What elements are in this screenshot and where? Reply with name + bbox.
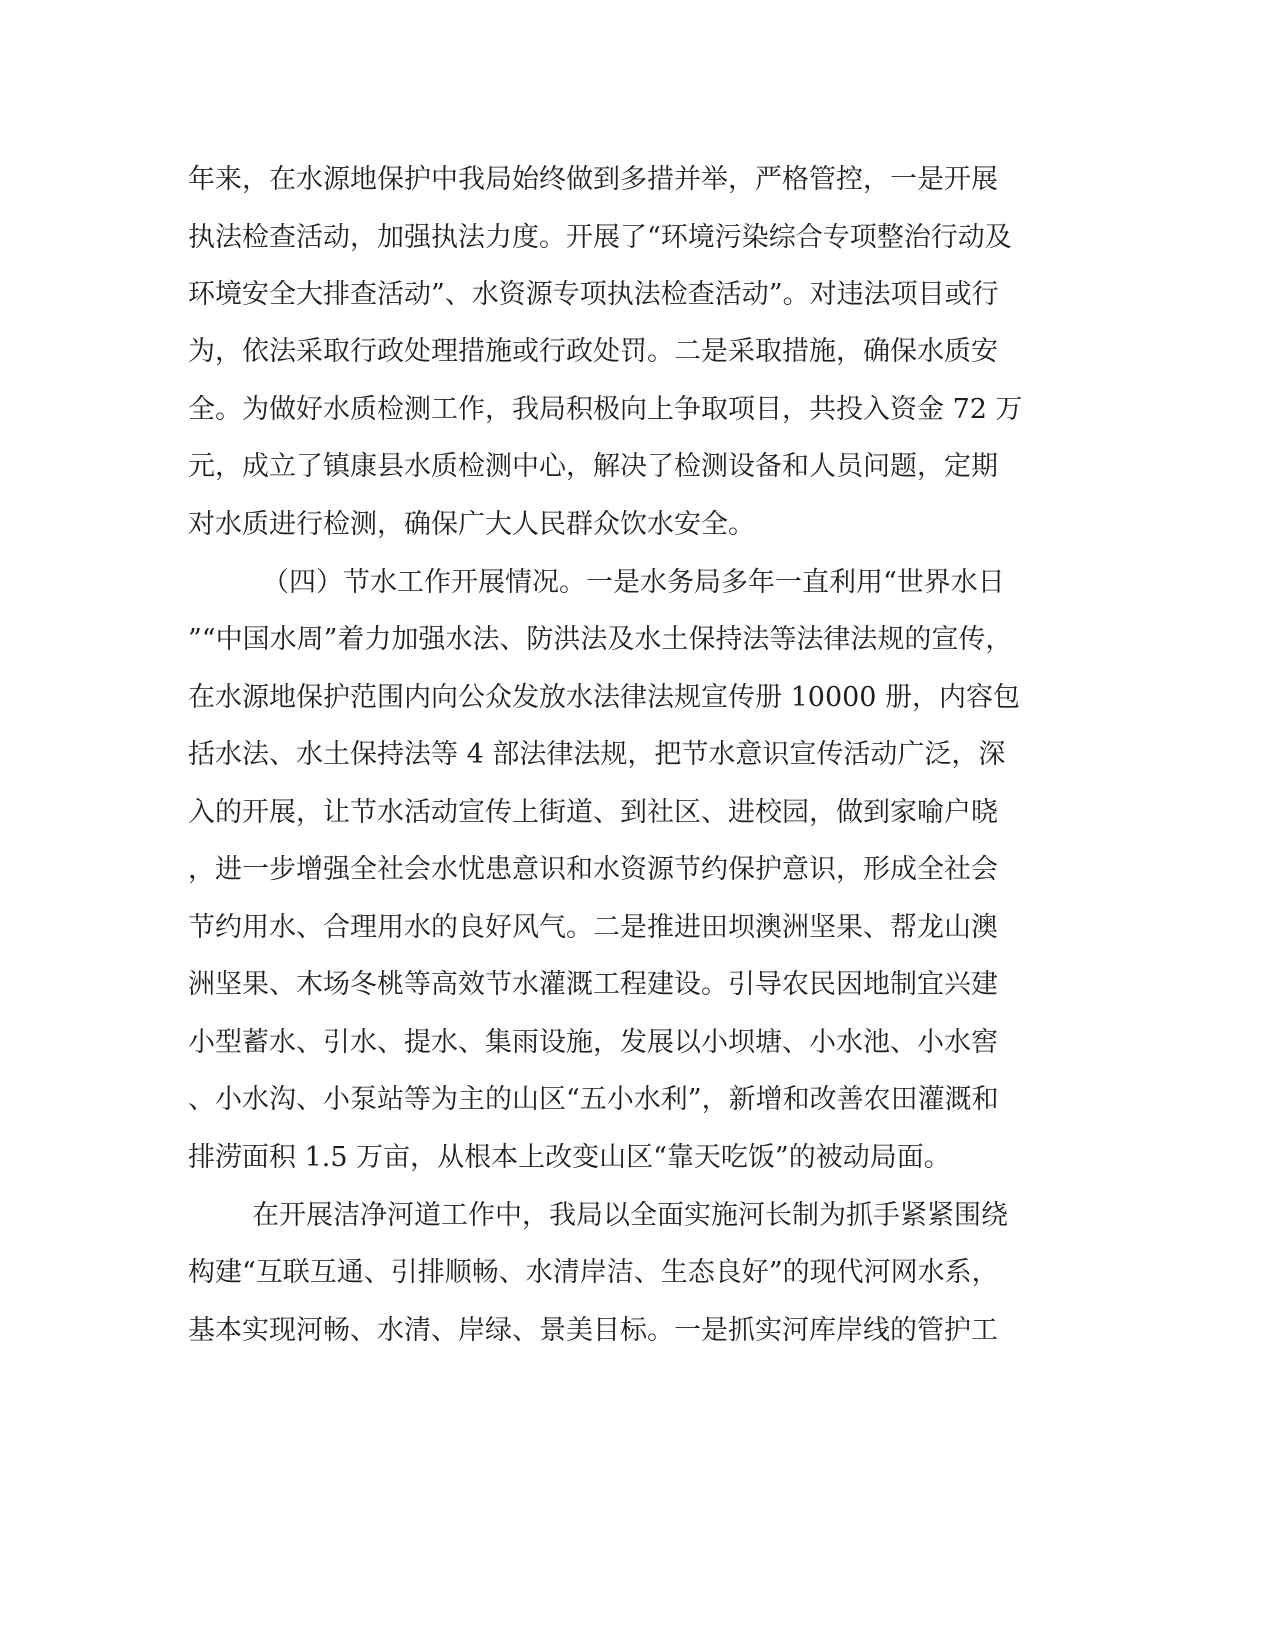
text-line-17: 、小水沟、小泵站等为主的山区“五小水利”，新增和改善农田灌溉和	[188, 1084, 999, 1115]
text-line-11: 括水法、水土保持法等 4 部法律法规，把节水意识宣传活动广泛，深	[188, 739, 1006, 770]
text-line-1: 年来，在水源地保护中我局始终做到多措并举，严格管控，一是开展	[188, 164, 998, 195]
text-line-9: ”“中国水周”着力加强水法、防洪法及水土保持法等法律法规的宣传，	[188, 624, 1013, 655]
paragraph-start-line: 在开展洁净河道工作中，我局以全面实施河长制为抓手紧紧围绕	[252, 1200, 1008, 1231]
section-heading-line: （四）节水工作开展情况。一是水务局多年一直利用“世界水日	[262, 567, 1005, 598]
text-line-13: ，进一步增强全社会水忧患意识和水资源节约保护意识，形成全社会	[188, 854, 998, 885]
text-line-12: 入的开展，让节水活动宣传上街道、到社区、进校园，做到家喻户晓	[188, 797, 998, 828]
text-line-18: 排涝面积 1.5 万亩，从根本上改变山区“靠天吃饭”的被动局面。	[188, 1142, 951, 1173]
text-line-7: 对水质进行检测，确保广大人民群众饮水安全。	[188, 509, 755, 540]
text-line-2: 执法检查活动，加强执法力度。开展了“环境污染综合专项整治行动及	[188, 222, 1012, 253]
text-line-20: 构建“互联互通、引排顺畅、水清岸洁、生态良好”的现代河网水系，	[188, 1257, 999, 1288]
text-line-21: 基本实现河畅、水清、岸绿、景美目标。一是抓实河库岸线的管护工	[188, 1315, 998, 1346]
text-line-5: 全。为做好水质检测工作，我局积极向上争取项目，共投入资金 72 万	[188, 394, 1023, 425]
text-line-3: 环境安全大排查活动”、水资源专项执法检查活动”。对违法项目或行	[188, 279, 999, 310]
text-line-10: 在水源地保护范围内向公众发放水法律法规宣传册 10000 册，内容包	[188, 682, 1021, 713]
text-line-14: 节约用水、合理用水的良好风气。二是推进田坝澳洲坚果、帮龙山澳	[188, 912, 998, 943]
text-line-4: 为，依法采取行政处理措施或行政处罚。二是采取措施，确保水质安	[188, 336, 998, 367]
text-line-15: 洲坚果、木场冬桃等高效节水灌溉工程建设。引导农民因地制宜兴建	[188, 969, 998, 1000]
text-line-6: 元，成立了镇康县水质检测中心，解决了检测设备和人员问题，定期	[188, 451, 998, 482]
text-line-16: 小型蓄水、引水、提水、集雨设施，发展以小坝塘、小水池、小水窖	[188, 1027, 998, 1058]
